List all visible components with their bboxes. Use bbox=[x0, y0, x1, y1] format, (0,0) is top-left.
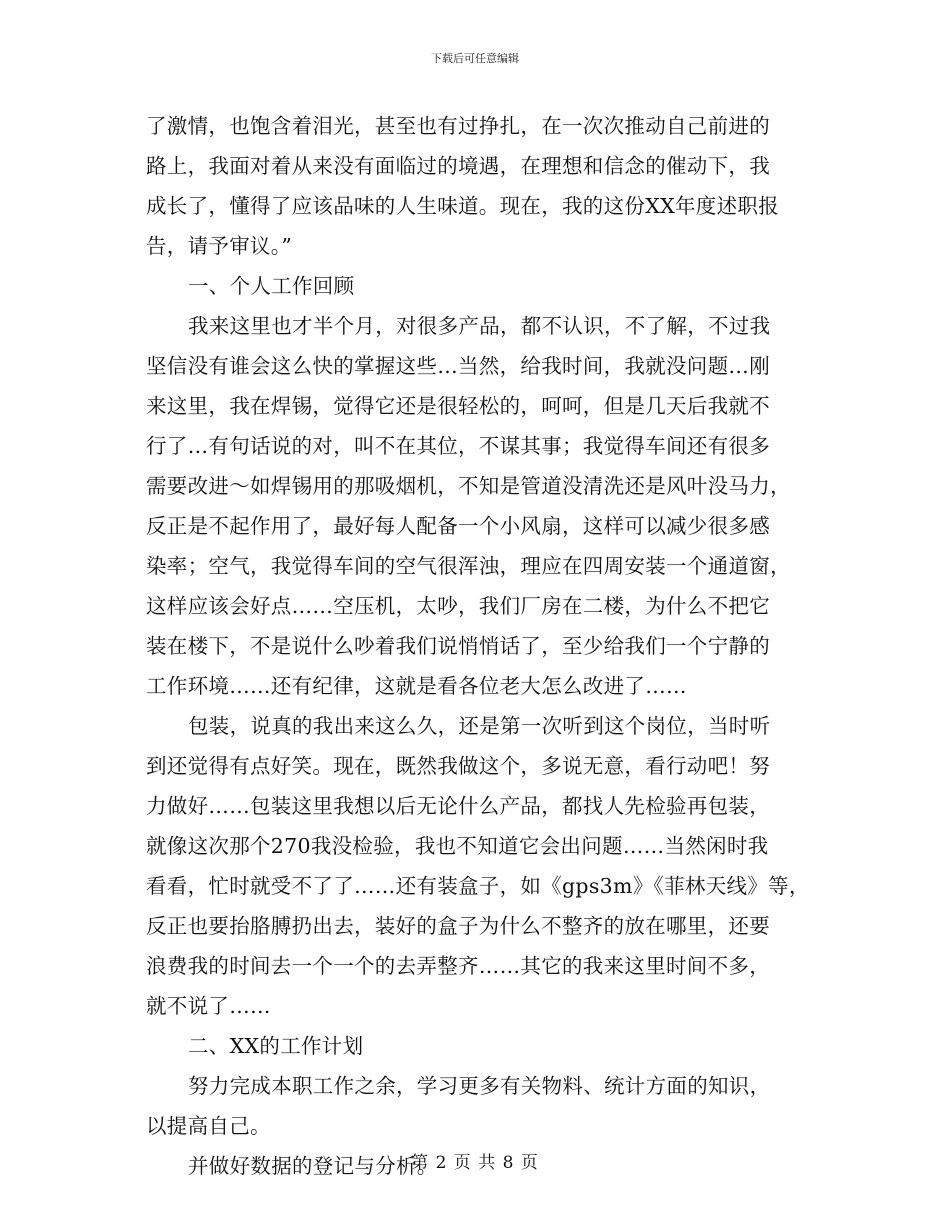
page-header: 下载后可任意编辑 bbox=[431, 52, 519, 65]
text-line: 反正是不起作用了，最好每人配备一个小风扇，这样可以减少很多感 bbox=[146, 514, 770, 538]
text-line: 来这里，我在焊锡，觉得它还是很轻松的，呵呵，但是几天后我就不 bbox=[146, 394, 770, 418]
text-line: 需要改进～如焊锡用的那吸烟机，不知是管道没清洗还是风叶没马力， bbox=[146, 474, 791, 498]
text-line: 力做好……包装这里我想以后无论什么产品，都找人先检验再包装， bbox=[146, 794, 770, 818]
document-body bbox=[146, 106, 810, 1186]
text-line: 浪费我的时间去一个一个的去弄整齐……其它的我来这里时间不多， bbox=[146, 954, 770, 978]
text-line: 努力完成本职工作之余，学习更多有关物料、统计方面的知识， bbox=[188, 1074, 771, 1098]
text-line: 这样应该会好点……空压机，太吵，我们厂房在二楼，为什么不把它 bbox=[146, 594, 770, 618]
text-line: 工作环境……还有纪律，这就是看各位老大怎么改进了…… bbox=[146, 674, 687, 698]
text-line: 看看，忙时就受不了了……还有装盒子，如《gps3m》《菲林天线》等， bbox=[146, 874, 810, 898]
text-line: 坚信没有谁会这么快的掌握这些…当然，给我时间，我就没问题…刚 bbox=[146, 354, 770, 378]
text-line: 就像这次那个270我没检验，我也不知道它会出问题……当然闲时我 bbox=[146, 834, 769, 858]
section-heading: 一、个人工作回顾 bbox=[188, 274, 355, 298]
section-heading: 二、XX的工作计划 bbox=[188, 1034, 364, 1058]
text-line: 装在楼下，不是说什么吵着我们说悄悄话了，至少给我们一个宁静的 bbox=[146, 634, 770, 658]
text-line: 以提高自己。 bbox=[146, 1114, 271, 1138]
text-line: 路上，我面对着从来没有面临过的境遇，在理想和信念的催动下，我 bbox=[146, 154, 770, 178]
text-line: 告，请予审议。” bbox=[146, 234, 293, 258]
text-line: 我来这里也才半个月，对很多产品，都不认识，不了解，不过我 bbox=[188, 314, 771, 338]
text-line: 反正也要抬胳膊扔出去，装好的盒子为什么不整齐的放在哪里，还要 bbox=[146, 914, 770, 938]
text-line: 到还觉得有点好笑。现在，既然我做这个，多说无意，看行动吧！努 bbox=[146, 754, 770, 778]
text-line: 染率；空气，我觉得车间的空气很浑浊，理应在四周安装一个通道窗， bbox=[146, 554, 791, 578]
text-line: 行了…有句话说的对，叫不在其位，不谋其事；我觉得车间还有很多 bbox=[146, 434, 770, 458]
text-line: 包装，说真的我出来这么久，还是第一次听到这个岗位，当时听 bbox=[188, 714, 771, 738]
text-line: 成长了，懂得了应该品味的人生味道。现在，我的这份XX年度述职报 bbox=[146, 194, 779, 218]
page-number: 第 2 页 共 8 页 bbox=[411, 1153, 539, 1173]
text-line: 并做好数据的登记与分析。 bbox=[188, 1154, 438, 1178]
text-line: 了激情，也饱含着泪光，甚至也有过挣扎，在一次次推动自己前进的 bbox=[146, 114, 770, 138]
text-line: 就不说了…… bbox=[146, 994, 271, 1018]
